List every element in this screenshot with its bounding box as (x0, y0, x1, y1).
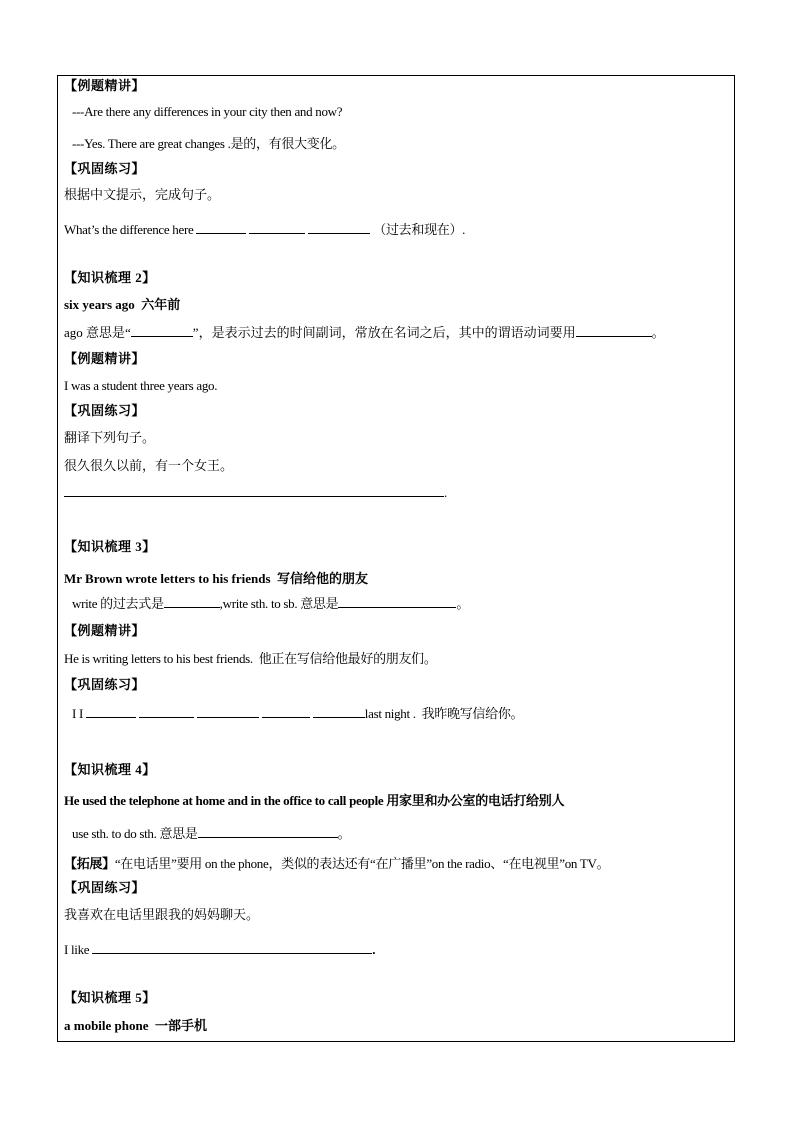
text-part: ago 意思是“ (64, 325, 131, 340)
answer-blank[interactable] (313, 705, 365, 718)
text-part: 我昨晚写信给你。 (421, 706, 524, 721)
knowledge-heading-4: 【知识梳理 4】 (64, 762, 156, 777)
practice-sentence (64, 941, 375, 958)
knowledge-heading-3: 【知识梳理 3】 (64, 539, 156, 554)
practice-chinese-sentence: 很久很久以前，有一个女王。 (64, 458, 234, 473)
answer-blank[interactable] (262, 705, 310, 718)
answer-blank[interactable] (139, 705, 194, 718)
practice-heading: 【巩固练习】 (64, 880, 146, 895)
title-chinese: 六年前 (141, 297, 181, 312)
title-english: Mr Brown wrote letters to his friends (64, 571, 271, 586)
example-heading: 【例题精讲】 (64, 623, 146, 638)
knowledge-heading-2: 【知识梳理 2】 (64, 270, 156, 285)
practice-sentence (64, 221, 465, 238)
text-part: I I (72, 706, 84, 721)
answer-chinese: 是的，有很大变化。 (230, 136, 345, 151)
knowledge-title-3 (64, 571, 368, 587)
extension-heading: 【拓展】 (64, 856, 115, 871)
translation-line (64, 484, 447, 501)
answer-blank[interactable] (198, 825, 338, 838)
answer-blank[interactable] (249, 221, 305, 234)
knowledge-title-4 (64, 793, 564, 809)
practice-chinese-sentence: 我喜欢在电话里跟我的妈妈聊天。 (64, 907, 260, 922)
example-heading: 【例题精讲】 (64, 351, 146, 366)
practice-sentence (72, 705, 523, 722)
answer-blank[interactable] (131, 324, 193, 337)
title-chinese: 写信给他的朋友 (277, 571, 369, 586)
answer-blank[interactable] (196, 221, 246, 234)
answer-blank[interactable] (64, 484, 444, 497)
practice-heading: 【巩固练习】 (64, 677, 146, 692)
text-part: 。 (337, 826, 351, 841)
practice-instruction: 根据中文提示，完成句子。 (64, 187, 221, 202)
answer-blank[interactable] (164, 595, 220, 608)
title-chinese: 用家里和办公室的电话打给别人 (386, 793, 565, 808)
text-part: . (444, 485, 448, 500)
text-part: ”，是表示过去的时间副词，常放在名词之后，其中的谓语动词要用 (192, 325, 576, 340)
answer-blank[interactable] (576, 324, 652, 337)
text-part: 。 (456, 596, 470, 611)
text-part: 。 (651, 325, 665, 340)
title-english: a mobile phone (64, 1018, 149, 1033)
title-english: six years ago (64, 297, 135, 312)
text-part: write 的过去式是 (72, 596, 164, 611)
title-chinese: 一部手机 (155, 1018, 208, 1033)
answer-english: ---Yes. There are great changes . (72, 136, 231, 151)
title-english: He used the telephone at home and in the office to call people (64, 793, 384, 808)
sentence-start: What’s the difference here (64, 222, 194, 237)
knowledge-text-3 (72, 595, 469, 612)
example-sentence (64, 651, 437, 667)
text-part: I like (64, 942, 90, 957)
answer-blank[interactable] (338, 595, 456, 608)
example-answer (72, 136, 345, 152)
example-sentence: I was a student three years ago. (64, 378, 218, 393)
knowledge-title-5 (64, 1018, 207, 1034)
sentence-english: He is writing letters to his best friends. (64, 651, 253, 666)
knowledge-text-2 (64, 324, 665, 341)
knowledge-heading-5: 【知识梳理 5】 (64, 990, 156, 1005)
text-part: ,write sth. to sb. 意思是 (219, 596, 339, 611)
knowledge-title-2 (64, 297, 180, 313)
practice-heading: 【巩固练习】 (64, 161, 146, 176)
knowledge-text-4 (72, 825, 350, 842)
practice-instruction: 翻译下列句子。 (64, 430, 156, 445)
text-part: last night . (364, 706, 416, 721)
extension-text (64, 856, 609, 872)
text-part: use sth. to do sth. 意思是 (72, 826, 198, 841)
answer-blank[interactable] (197, 705, 259, 718)
answer-blank[interactable] (308, 221, 370, 234)
sentence-chinese: 他正在写信给他最好的朋友们。 (258, 651, 437, 666)
example-question: ---Are there any differences in your city then and now? (72, 104, 343, 119)
text-part: “在电话里”要用 on the phone，类似的表达还有“在广播里”on the radio、“在电视里”on TV。 (114, 856, 610, 871)
answer-blank[interactable] (92, 941, 372, 954)
text-part: . (372, 942, 376, 957)
example-heading: 【例题精讲】 (64, 78, 146, 93)
sentence-end: （过去和现在）. (373, 222, 466, 237)
practice-heading: 【巩固练习】 (64, 403, 146, 418)
answer-blank[interactable] (86, 705, 136, 718)
